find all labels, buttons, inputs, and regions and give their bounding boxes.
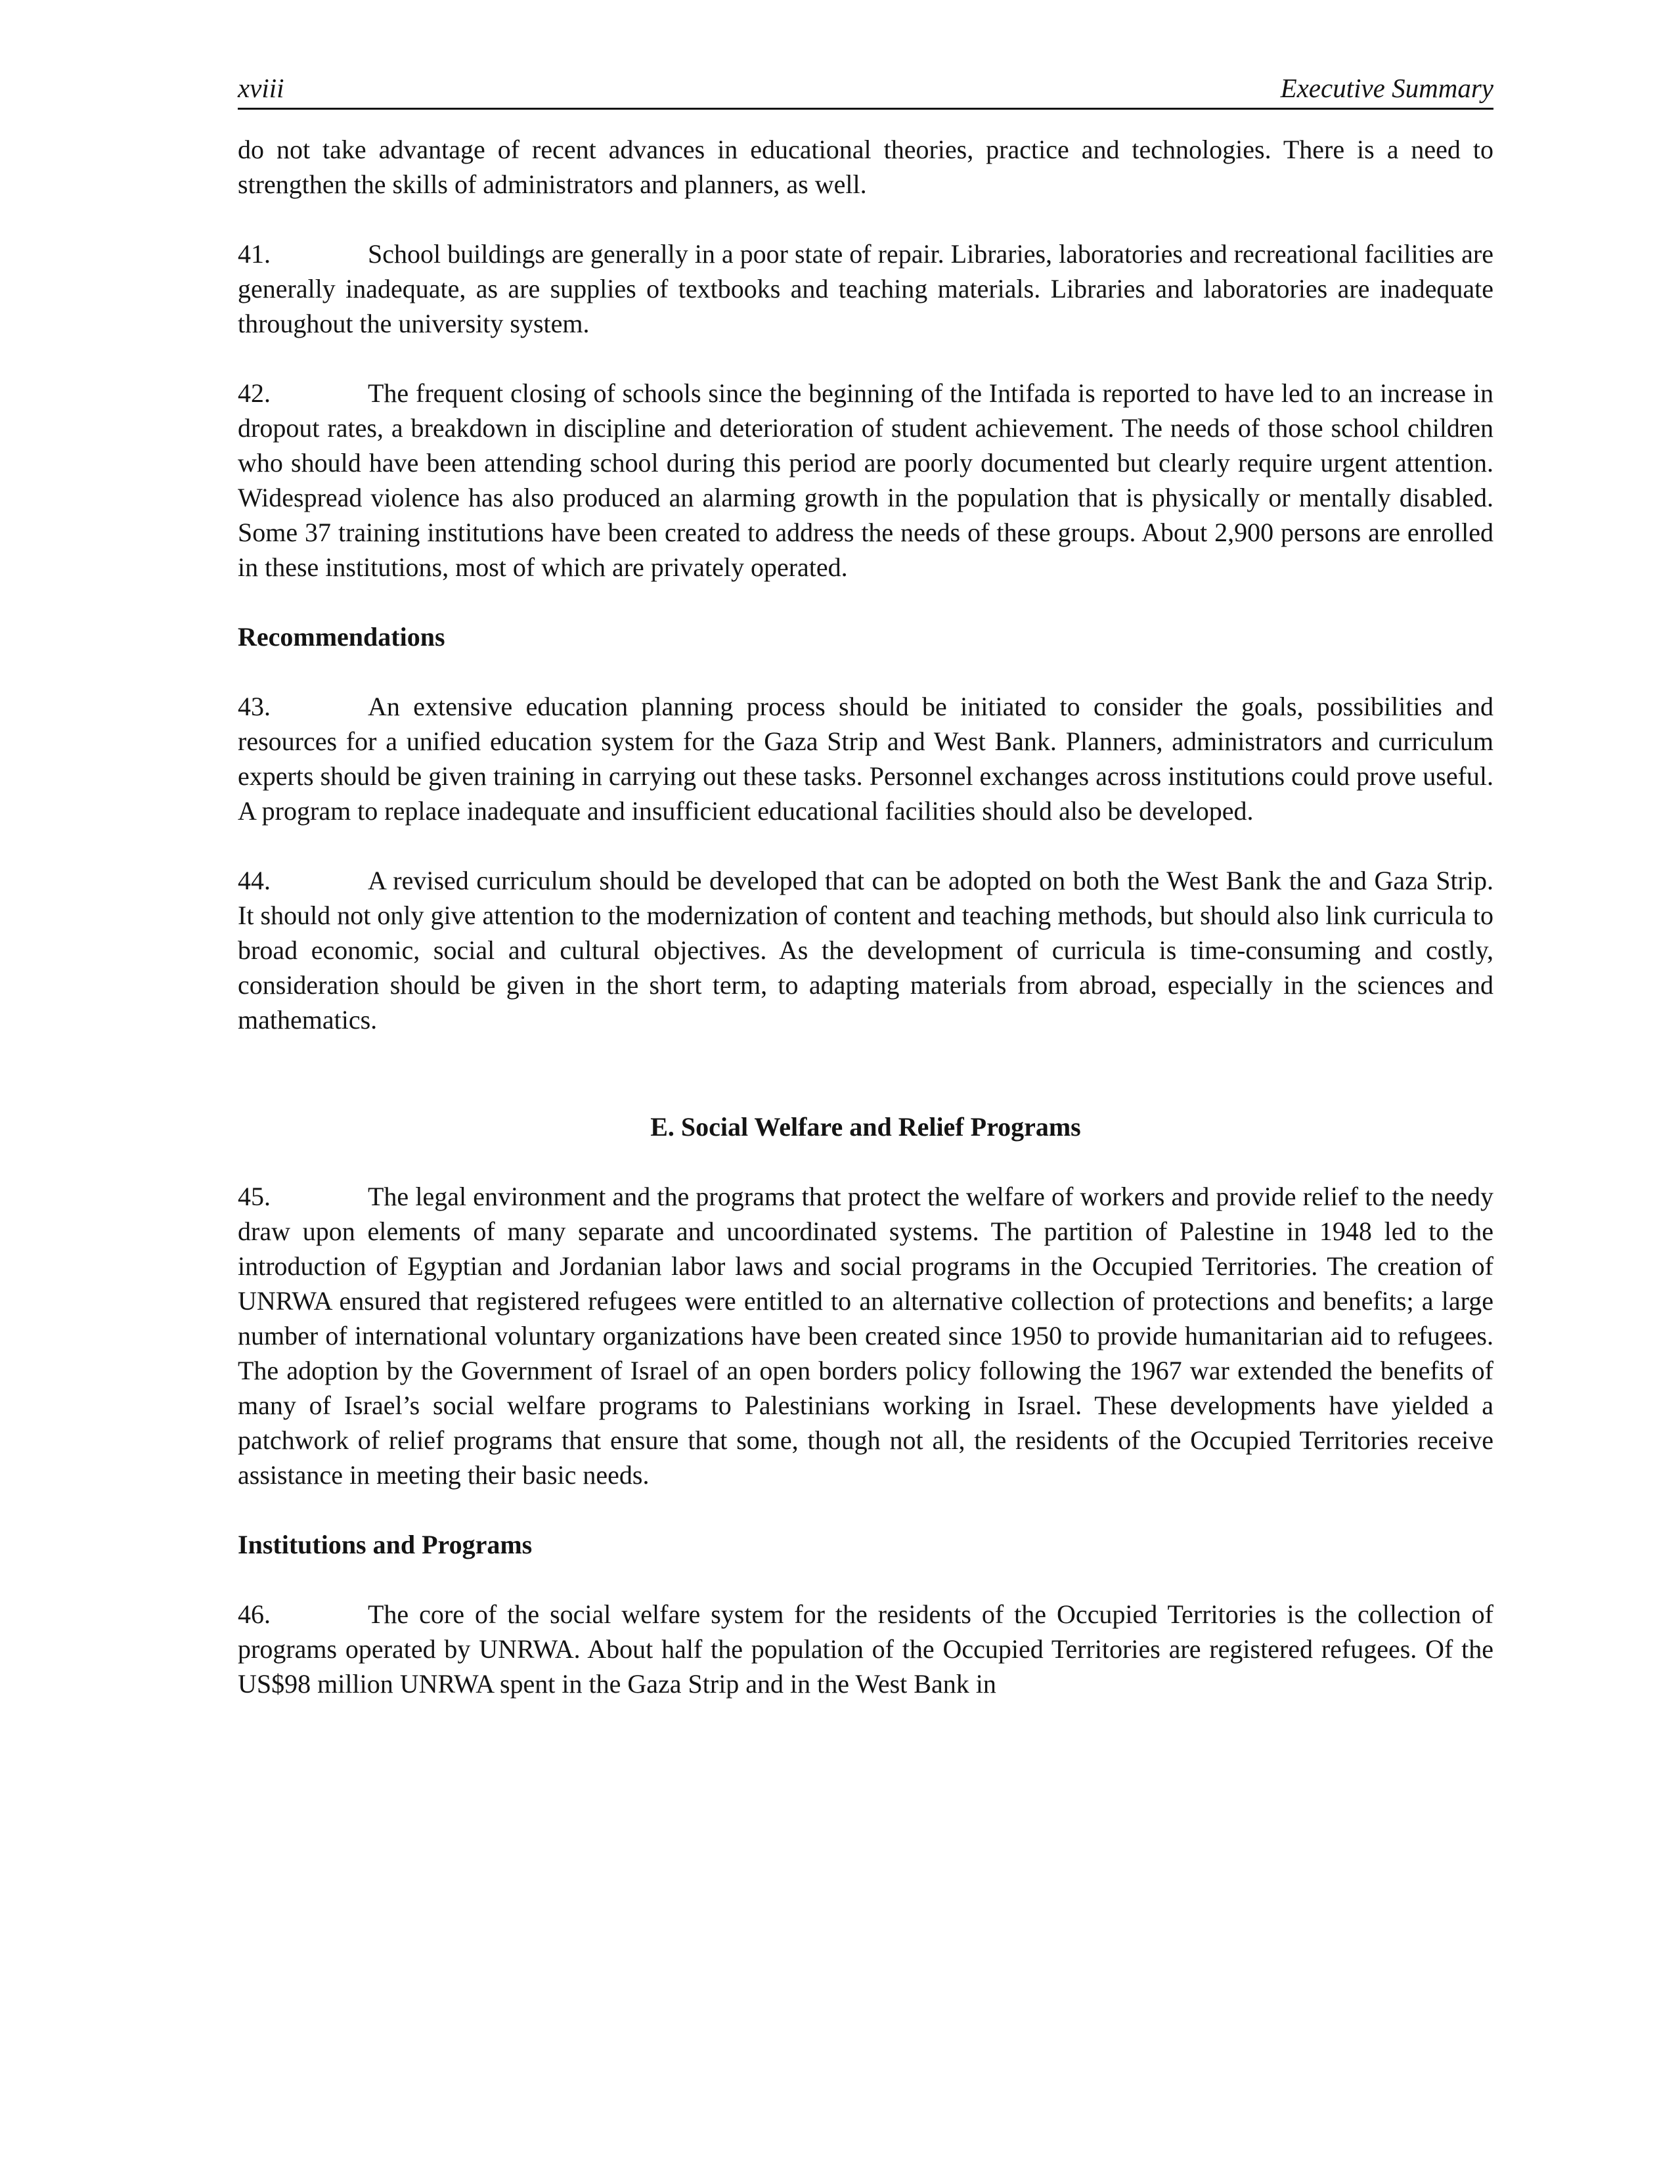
paragraph-number: 43.: [238, 692, 271, 721]
paragraph-42: [238, 376, 1493, 585]
recommendations-heading: Recommendations: [238, 622, 445, 652]
paragraph-40-continued: do not take advantage of recent advances in educational theories, practice and technologies. There is a need to strengthen the skills of administrators and planners, as well.: [238, 135, 1493, 199]
paragraph-number: 41.: [238, 239, 271, 269]
paragraph-43: [238, 689, 1493, 828]
document-page: [238, 72, 1493, 1736]
paragraph-text: An extensive education planning process should be initiated to consider the goals, possibilities and resources for a unified education system for the Gaza Strip and West Bank. Planners, administrators and curriculum experts should be given training in carrying out these tasks. Personnel exchanges across institutions could prove useful. A program to replace inadequate and insufficient educational facilities should also be developed.: [238, 692, 1493, 826]
paragraph-text: The frequent closing of schools since the beginning of the Intifada is reported to have led to an increase in dropout rates, a breakdown in discipline and deterioration of student achievement. The needs of those school children who should have been attending school during this period are poorly documented but clearly require urgent attention. Widespread violence has also produced an alarming growth in the population that is physically or mentally disabled. Some 37 training institutions have been created to address the needs of these groups. About 2,900 persons are enrolled in these institutions, most of which are privately operated.: [238, 378, 1493, 582]
running-title: Executive Summary: [1280, 73, 1493, 103]
paragraph-text: A revised curriculum should be developed that can be adopted on both the West Bank the and Gaza Strip. It should not only give attention to the modernization of content and teaching methods, but should also link curricula to broad economic, social and cultural objectives. As the development of curricula is time-consuming and costly, consideration should be given in the short term, to adapting materials from abroad, especially in the sciences and mathematics.: [238, 866, 1493, 1035]
institutions-heading: Institutions and Programs: [238, 1530, 533, 1559]
paragraph-text: School buildings are generally in a poor state of repair. Libraries, laboratories and recreational facilities are generally inadequate, as are supplies of textbooks and teaching materials. Libraries and laboratories are inadequate throughout the university system.: [238, 239, 1493, 338]
paragraph-44: [238, 863, 1493, 1037]
page-body: [238, 132, 1493, 1701]
paragraph-number: 45.: [238, 1182, 271, 1211]
page-number: xviii: [238, 73, 284, 103]
paragraph-46: [238, 1597, 1493, 1701]
paragraph-41: [238, 236, 1493, 341]
paragraph-text: The core of the social welfare system for the residents of the Occupied Territories is the collection of programs operated by UNRWA. About half the population of the Occupied Territories are registered refugees. Of the US$98 million UNRWA spent in the Gaza Strip and in the West Bank in: [238, 1599, 1493, 1699]
paragraph-number: 42.: [238, 378, 271, 408]
section-e-title: E. Social Welfare and Relief Programs: [650, 1112, 1081, 1142]
paragraph-text: The legal environment and the programs that protect the welfare of workers and provide relief to the needy draw upon elements of many separate and uncoordinated systems. The partition of Palestine in 1948 led to the introduction of Egyptian and Jordanian labor laws and social programs in the Occupied Territories. The creation of UNRWA ensured that registered refugees were entitled to an alternative collection of protections and benefits; a large number of international voluntary organizations have been created since 1950 to provide humanitarian aid to refugees. The adoption by the Government of Israel of an open borders policy following the 1967 war extended the benefits of many of Israel’s social welfare programs to Palestinians working in Israel. These developments have yielded a patchwork of relief programs that ensure that some, though not all, the residents of the Occupied Territories receive assistance in meeting their basic needs.: [238, 1182, 1493, 1490]
paragraph-number: 44.: [238, 866, 271, 895]
paragraph-45: [238, 1179, 1493, 1492]
page-header: [238, 72, 1493, 110]
paragraph-number: 46.: [238, 1599, 271, 1629]
